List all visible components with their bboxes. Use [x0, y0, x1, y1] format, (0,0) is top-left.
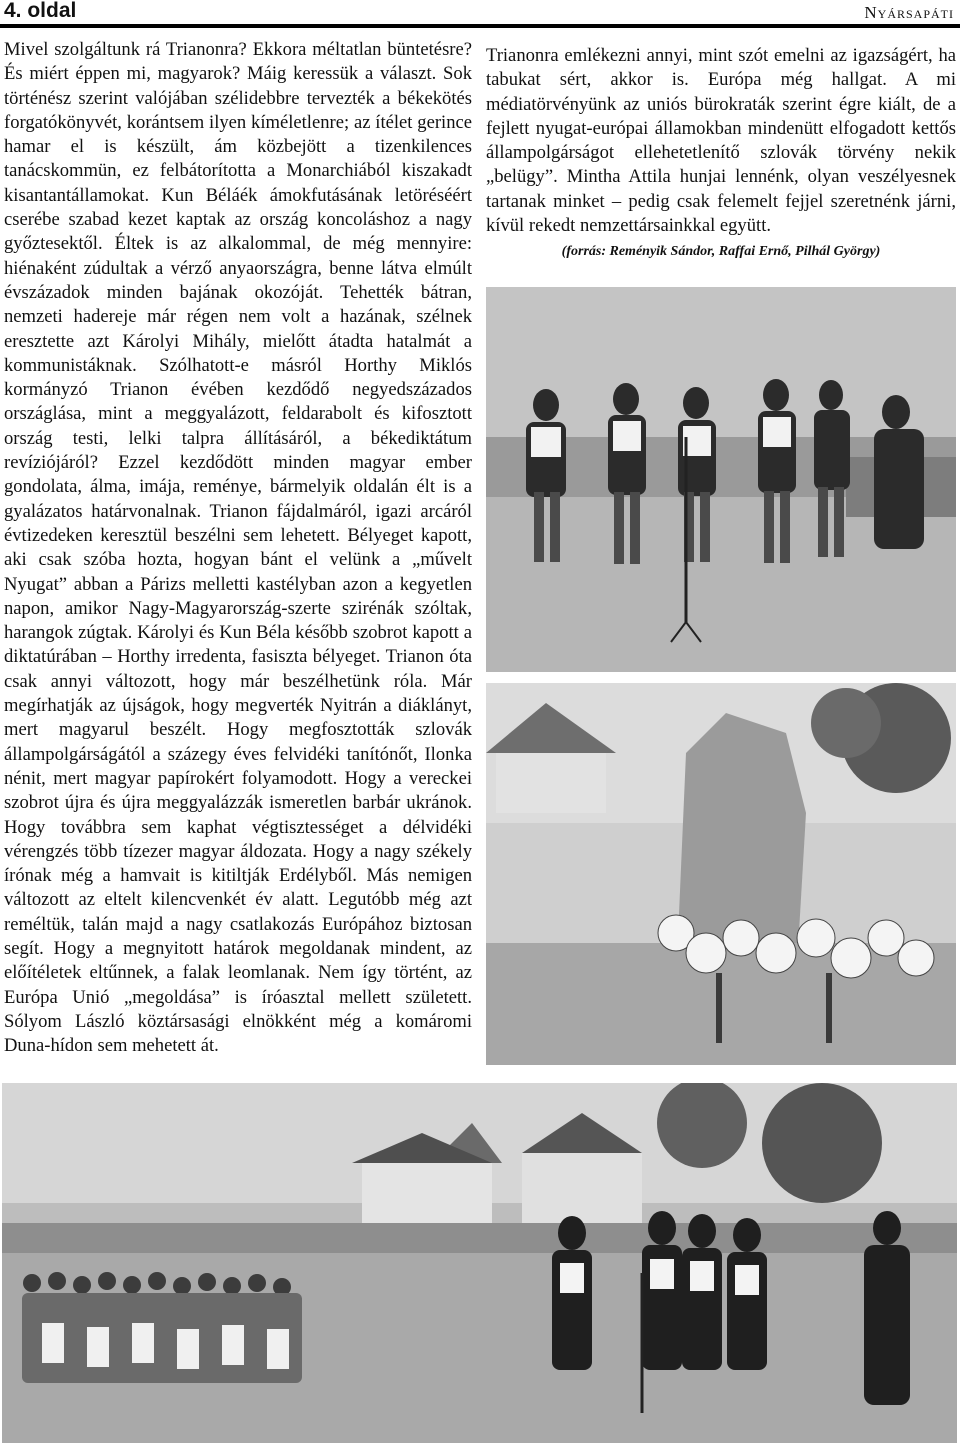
- article-body-left: Mivel szolgáltunk rá Trianonra? Ekkora méltatlan büntetésre? És miért éppen mi, magyarok? Máig keressük a választ. Sok történész szerint valójában szélidebbre tervezték a békekötés forgatókönyvét, korántsem ilyen kíméletlenre; az ítélet gerince hamar el is készült, ám közbejött a tizenkilences tanácskommün, ez felbátorította a Monarchiából kiszakadt kisantantállamokat. Kun Béláék ámokfutásának letöréséért cserébe szabad kezet kaptak az ország koncoláshoz a nagy győztesektől. Éltek is az alkalommal, de még mennyire: hiénaként zúdultak a vérző anyaországra, benne látva elmúlt évszázadok minden bajának okozóját. Tehették bátran, nemzeti hadereje már régen nem volt a hazának, szélnek eresztette azt Károlyi Mihály, mielőtt átadta hatalmát a kommunistáknak. Szólhatott-e másról Horthy Miklós kormányzó Trianon évében kezdődő negyedszázados országlása, mint a meggyalázott, feldarabolt és kifosztott ország testi, lelki talpra állításáról, a békediktátum revíziójáról? Ezzel kezdődött minden magyar ember gondolata, álma, imája, reménye, bármelyik oldalán élt is a gyalázatos határvonalnak. Trianon fájdalmáról, igazi arcáról évtizedeken keresztül beszélni sem lehetett. Bélyeget kapott, aki csak szóba hozta, hogyan bánt el velünk a „művelt Nyugat” abban a Párizs melletti kastélyban azon a kegyetlen napon, amikor Nagy-Magyarország-szerte szirénák szóltak, harangok zúgtak. Károlyi és Kun Béla később szobrot kapott a diktatúrában – Horthy irredenta, fasiszta bélyeget. Trianon óta csak annyi változott, hogy már beszélhetünk róla. Már megírhatják az újságok, hogy megverték Nyitrán a diáklányt, mert magyarul beszélt. Hogy megfosztották szlovák állampolgárságától a százegy éves felvidéki tanítónőt, Ilonka nénit, mert magyar papírokért folyamodott. Hogy a vereckei szobrot újra és újra meggyalázzák ismeretlen barbár ukránok. Hogy továbbra sem kaphat végtisztességet a délvidéki vérengzés több tízezer magyar áldozata. Hogy a nagy székely írónak még a hamvait is kitiltják Erdélyből. Más nemigen változott az eltelt kilencvenkét év alatt. Legutóbb még azt reméltük, talán majd a nagy csatlakozás Európához biztosan segít. Hogy a megnyitott határok megoldanak mindent, az előítéletek eltűnnek, a falak leomlanak. Nem így történt, az Európa Unió „megoldása” is íróasztal mellett született. Sólyom László köztársasági elnökként még a komáromi Duna-hídon sem mehetett át.: [4, 39, 472, 1057]
- page-number: 4. oldal: [4, 0, 77, 22]
- ceremony-photo: [2, 1083, 957, 1443]
- article-right-column: [486, 44, 956, 238]
- memorial-photo-image: [486, 683, 956, 1065]
- ceremony-photo-image: [2, 1083, 957, 1443]
- article-left-column: [4, 38, 472, 1058]
- memorial-photo: [486, 683, 956, 1065]
- choir-photo-image: [486, 287, 956, 672]
- page-header: [0, 0, 960, 28]
- publication-name: Nyársapáti: [864, 3, 954, 22]
- source-credit: (forrás: Reményik Sándor, Raffai Ernő, Pilhál György): [561, 244, 881, 259]
- choir-photo: [486, 287, 956, 672]
- article-body-right: Trianonra emlékezni annyi, mint szót emelni az igazságért, ha tabukat sért, akkor is. Európa még hallgat. A mi médiatörvényünk az uniós bürokraták szerint égre kiált, de a fejlett nyugat-európai államokban mindenütt elfogadott kettős állampolgárságot ellehetetlenítő szlovák törvény nekik „belügy”. Mintha Attila hunjai lennénk, olyan veszélyesnek tartanak minket – pedig csak felemelt fejjel szeretnénk járni, kívül rekedt nemzettársainkkal együtt.: [486, 45, 956, 237]
